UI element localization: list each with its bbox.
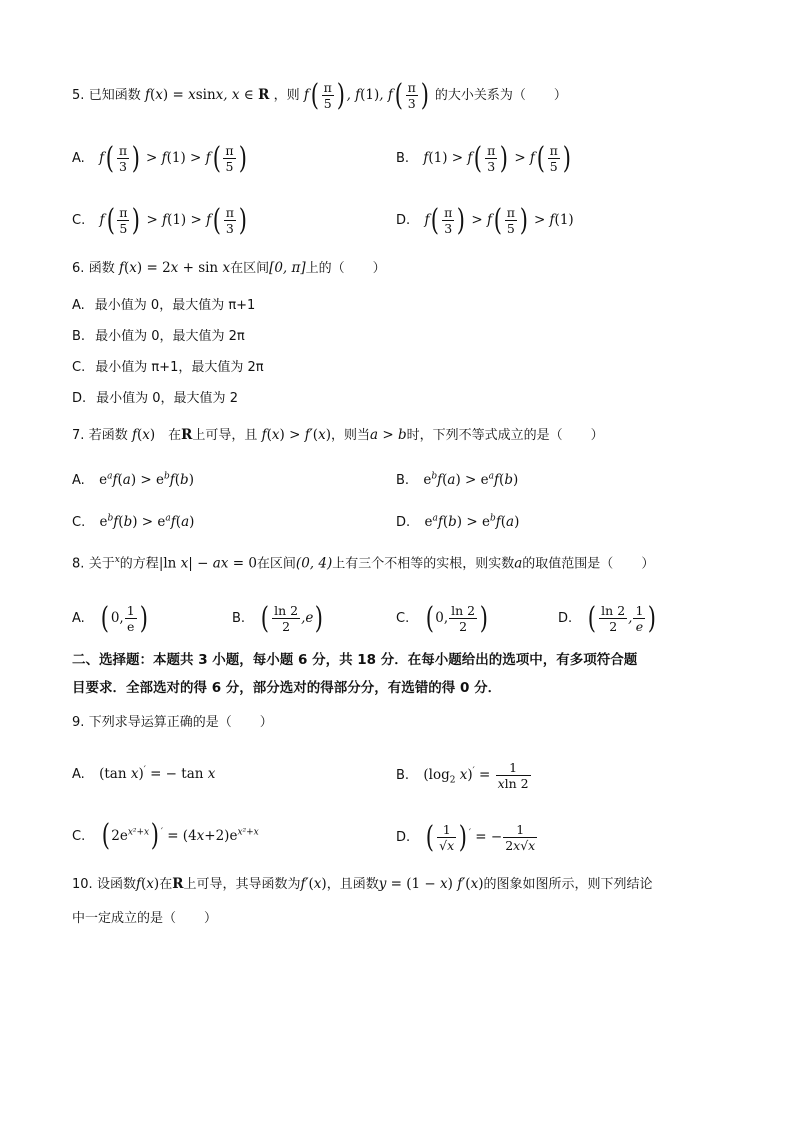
function-definition: f(x) = xsinx, x ∈ R (145, 87, 270, 103)
question-6: 6. 函数 f(x) = 2x + sin x在区间[0, π]上的（ ） (72, 260, 386, 276)
q6-option-c[interactable]: C. 最小值为 π+1，最大值为 2π (72, 360, 264, 375)
q8-option-d[interactable]: D. ( $\frac{\ln 2}{2}$ , $\frac{1}{e}$ ) (558, 600, 657, 636)
q6-option-d[interactable]: D. 最小值为 0，最大值为 2 (72, 391, 238, 406)
compared-values: f( $\frac{\pi}{5}$ ) , f(1), f( $\frac{\pi}{3}$ ) (303, 77, 429, 113)
question-10: 10. 设函数f(x)在R上可导，其导函数为f′(x)，且函数y = (1 − x) f′(x)的图象如图所示，则下列结论 (72, 876, 653, 892)
q5-option-b[interactable]: B. f(1) > f( $\frac{\pi}{3}$ ) > f( $\frac{\pi}{5}$ ) (396, 140, 571, 176)
q9-option-d[interactable]: D. ( $\frac{1}{√x}$ ) ′ = − $\frac{1}{2x√x}$ (396, 819, 536, 855)
q7-option-b[interactable]: B. $e^bf(a) > e^af(b)$ (396, 471, 519, 488)
q8-option-b[interactable]: B. ( $\frac{\ln 2}{2}$ ,e) (232, 600, 324, 636)
question-5: 5. 已知函数 f(x) = xsinx, x ∈ R ，则 f( $\frac{\pi}{5}$ ) , f(1), f( $\frac{\pi}{3}$ ) 的大小关系为（ ） (72, 77, 567, 113)
q7-option-a[interactable]: A. $e^af(a) > e^bf(b)$ (72, 471, 194, 488)
question-9: 9. 下列求导运算正确的是（ ） (72, 715, 273, 730)
q8-option-c[interactable]: C. ( 0, $\frac{\ln 2}{2}$ ) (396, 600, 489, 636)
q6-option-b[interactable]: B. 最小值为 0，最大值为 2π (72, 329, 245, 344)
q7-option-d[interactable]: D. $e^af(b) > e^bf(a)$ (396, 513, 520, 530)
section-2-header: 二、选择题：本题共 3 小题，每小题 6 分，共 18 分．在每小题给出的选项中，有多项符合题 目要求．全部选对的得 6 分，部分选对的得部分分，有选错的得 0 分． (72, 652, 638, 696)
question-8: 8. 关于$^x$的方程|ln x| − ax = 0在区间(0, 4)上有三个不相等的实根，则实数a的取值范围是（ ） (72, 555, 655, 572)
q6-option-a[interactable]: A. 最小值为 0，最大值为 π+1 (72, 298, 256, 313)
question-number: 5. (72, 88, 85, 103)
q7-option-c[interactable]: C. $e^bf(b) > e^af(a)$ (72, 513, 195, 530)
q9-option-a[interactable]: A. (tan x)′ = − tan x (72, 765, 216, 782)
q5-option-d[interactable]: D. f( $\frac{\pi}{3}$ ) > f( $\frac{\pi}{5}$ ) > f(1) (396, 202, 574, 238)
question-7: 7. 若函数 f(x) 在R上可导，且 f(x) > f′(x)，则当a > b时，下列不等式成立的是（ ） (72, 427, 604, 443)
q8-option-a[interactable]: A. ( 0, $\frac{1}{e}$ ) (72, 600, 148, 636)
question-10-line-2: 中一定成立的是（ ） (72, 911, 218, 926)
q5-option-c[interactable]: C. f( $\frac{\pi}{5}$ ) > f(1) > f( $\frac{\pi}{3}$ ) (72, 202, 247, 238)
q9-option-b[interactable]: B. ($\log_2$ x)′ = $\frac{1}{xln 2}$ (396, 760, 529, 791)
q9-option-c[interactable]: C. ( $2e^{x^2+x}$) $' = (4x+2)e^{x^2+x}$ (72, 818, 259, 853)
q5-option-a[interactable]: A. f( $\frac{\pi}{3}$ ) > f(1) > f( $\frac{\pi}{5}$ ) (72, 140, 247, 176)
